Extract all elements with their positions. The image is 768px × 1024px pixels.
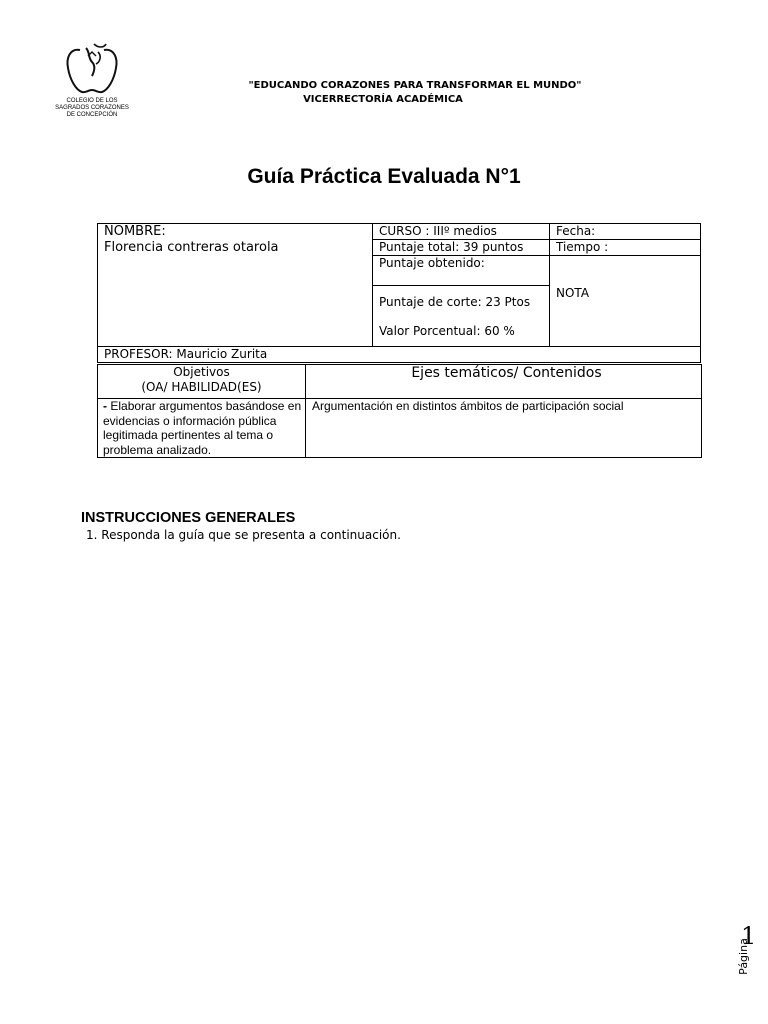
student-info-table [97, 223, 701, 363]
page-label: Página [736, 938, 750, 975]
student-name: Florencia contreras otarola [104, 240, 279, 255]
fecha-cell: Fecha: [550, 224, 701, 240]
objectives-table [97, 364, 702, 458]
objective-dash: - [103, 399, 111, 413]
instruction-item: 1. Responda la guía que se presenta a continuación. [86, 528, 401, 542]
puntaje-corte: Puntaje de corte: 23 Ptos [379, 295, 531, 309]
student-name-cell [98, 224, 373, 347]
department-name: VICERRECTORÍA ACADÉMICA [303, 94, 463, 105]
corte-porcentual-cell [373, 286, 550, 347]
objectives-header-line: (OA/ HABILIDAD(ES) [141, 380, 262, 394]
valor-porcentual: Valor Porcentual: 60 % [379, 324, 515, 338]
logo-text-line: DE CONCEPCIÓN [66, 112, 118, 118]
puntaje-total-cell: Puntaje total: 39 puntos [373, 240, 550, 256]
name-label: NOMBRE: [104, 224, 166, 239]
logo-text-line: COLEGIO DE LOS [66, 98, 118, 104]
profesor-cell: PROFESOR: Mauricio Zurita [98, 347, 701, 363]
tiempo-cell: Tiempo : [550, 240, 701, 256]
school-logo [36, 36, 148, 130]
school-motto: "EDUCANDO CORAZONES PARA TRANSFORMAR EL MUNDO" [248, 80, 582, 91]
contents-header: Ejes temáticos/ Contenidos [306, 365, 702, 399]
puntaje-obtenido-cell: Puntaje obtenido: [373, 256, 550, 286]
sacred-hearts-logo-icon [64, 42, 120, 96]
objective-cell [98, 399, 306, 458]
nota-cell: NOTA [550, 256, 701, 347]
instructions-heading: INSTRUCCIONES GENERALES [81, 510, 296, 526]
curso-cell: CURSO : IIIº medios [373, 224, 550, 240]
page-number: 1 [741, 922, 757, 950]
objective-text: Elaborar argumentos basándose en evidencias o información pública legitimada pertinentes al tema o problema analizado. [103, 399, 302, 457]
logo-text-line: SAGRADOS CORAZONES [55, 105, 129, 111]
page-title: Guía Práctica Evaluada N°1 [247, 165, 521, 188]
content-cell: Argumentación en distintos ámbitos de participación social [306, 399, 702, 458]
objectives-header-line: Objetivos [173, 365, 230, 379]
objectives-header [98, 365, 306, 399]
school-motto-block [200, 79, 630, 107]
page-number-footer [733, 922, 763, 982]
